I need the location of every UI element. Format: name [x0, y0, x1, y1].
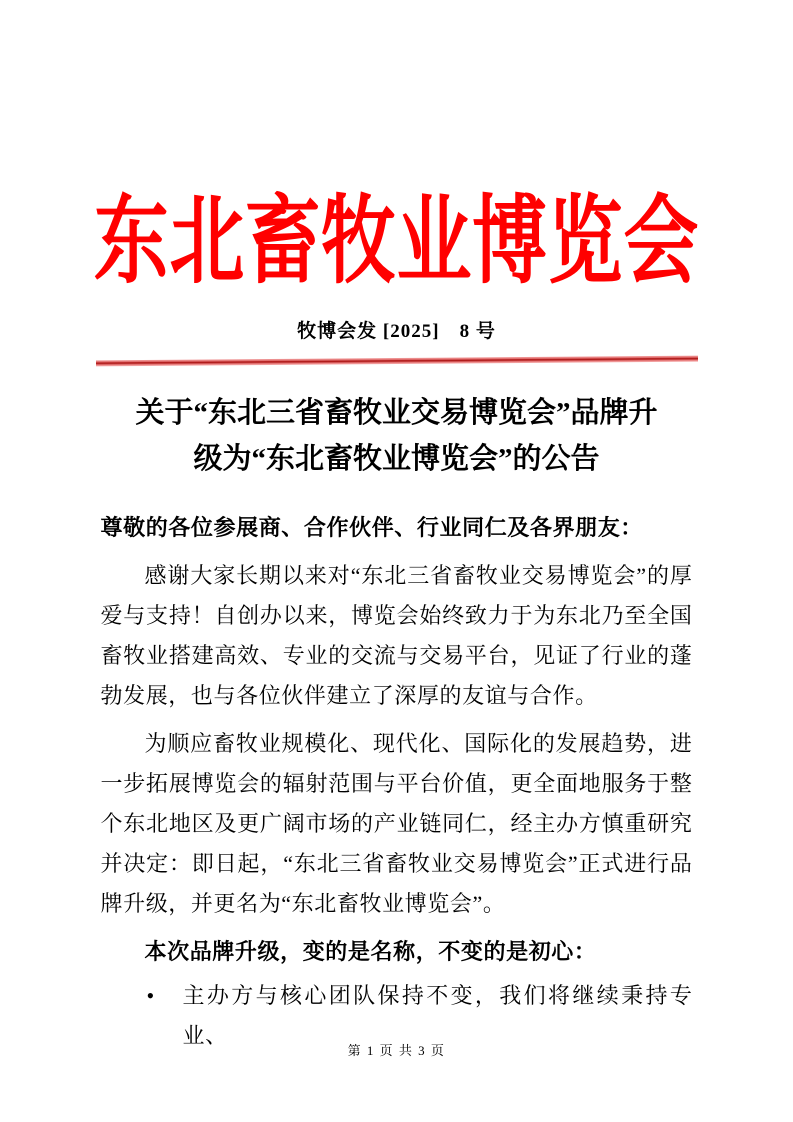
salutation: 尊敬的各位参展商、合作伙伴、行业同仁及各界朋友：: [100, 514, 643, 540]
announcement-title-line-1: 关于“东北三省畜牧业交易博览会”品牌升: [135, 396, 658, 429]
bullet-icon: •: [146, 982, 155, 1008]
expo-masthead-title: 东北畜牧业博览会: [93, 188, 700, 295]
bullet-text: 主办方与核心团队保持不变，我们将继续秉持专业、: [182, 982, 693, 1048]
announcement-title-line-2: 级为“东北畜牧业博览会”的公告: [193, 442, 600, 475]
announcement-title: [97, 390, 697, 482]
paragraph-rebrand-decision: 为顺应畜牧业规模化、现代化、国际化的发展趋势，进一步拓展博览会的辐射范围与平台价值，更全面地服务于整个东北地区及更广阔市场的产业链同仁，经主办方慎重研究并决定：即日起，“东北三省畜牧业交易博览会”正式进行品牌升级，并更名为“东北畜牧业博览会”。: [100, 730, 693, 916]
document-number: 牧博会发 [2025] 8 号: [297, 320, 496, 342]
red-divider-line: [95, 355, 697, 366]
brand-upgrade-lead: 本次品牌升级，变的是名称，不变的是初心：: [144, 938, 597, 964]
page-footer: 第 1 页 共 3 页: [347, 1043, 446, 1058]
document-body: [101, 508, 693, 1056]
paragraph-thanks: 感谢大家长期以来对“东北三省畜牧业交易博览会”的厚爱与支持！自创办以来，博览会始终致力于为东北乃至全国畜牧业搭建高效、专业的交流与交易平台，见证了行业的蓬勃发展，也与各位伙伴建立了深厚的友谊与合作。: [100, 562, 693, 708]
